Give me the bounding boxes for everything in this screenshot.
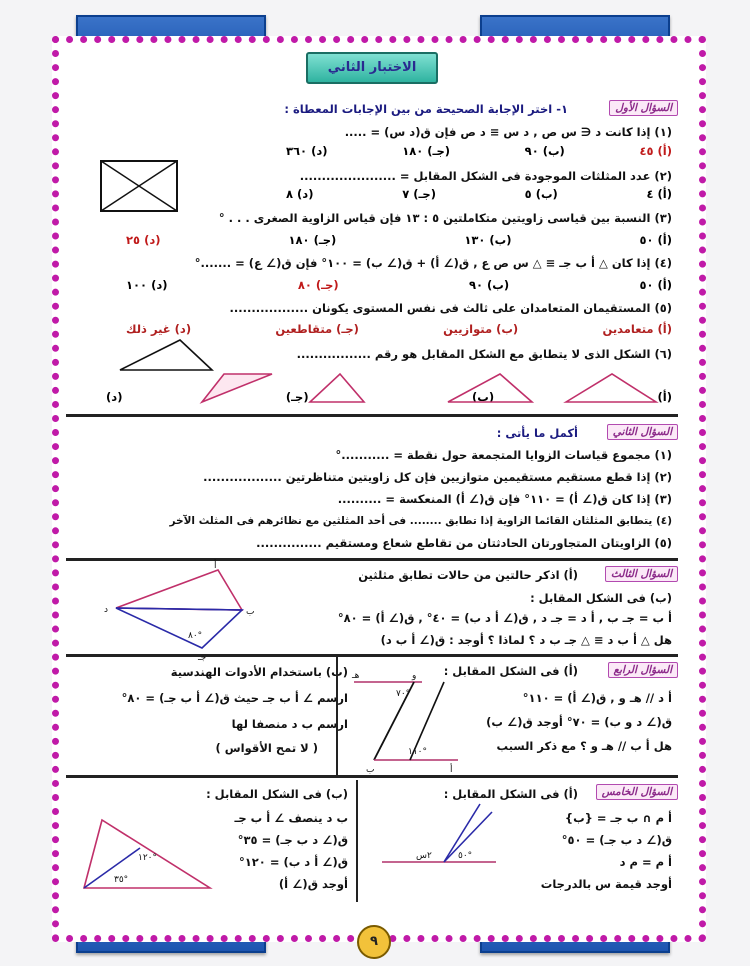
angle-label: ٣٥°	[114, 875, 129, 885]
q1-item-1-options	[286, 144, 672, 158]
q2-head: السؤال الثاني	[607, 424, 678, 440]
q2-item-5: (٥) الزاويتان المتجاورتان الحادثتان من تقاطع شعاع ومستقيم ...............	[256, 536, 672, 550]
q3-part-b-title: (ب) فى الشكل المقابل :	[530, 591, 672, 605]
option[interactable]: (د) ١٠٠	[126, 278, 168, 292]
q5-a-line-4: أوجد قيمة س بالدرجات	[540, 877, 672, 891]
q5-head: السؤال الخامس	[596, 784, 678, 800]
q5-b-title: (ب) فى الشكل المقابل :	[206, 787, 348, 801]
q3-part-b-question: هل △ أ ب د ≡ △ جـ ب د ؟ لماذا ؟ أوجد : ق(∠ أ ب د)	[380, 633, 672, 647]
column-divider	[356, 780, 358, 902]
q1-item-4: (٤) إذا كان △ أ ب جـ ≡ △ س ص ع , ق(∠ أ) + ق(∠ ب) = ١٠٠° فإن ق(∠ ع) = .......°	[194, 256, 672, 270]
q1-instruction: ١- اختر الإجابة الصحيحة من بين الإجابات المعطاة :	[284, 102, 568, 116]
option[interactable]: (أ) متعامدين	[602, 322, 672, 336]
q4-a-line-2: ق(∠ د و ب) = ٧٠° أوجد ق(∠ ب)	[486, 715, 672, 729]
q4-b-line-3: ( لا تمح الأقواس )	[215, 741, 318, 755]
q3-head: السؤال الثالث	[605, 566, 678, 582]
q5a-lines-figure	[380, 800, 500, 882]
q1-item-3: (٣) النسبة بين قياسى زاويتين متكاملتين ٥ : ١٣ فإن قياس الزاوية الصغرى . . . °	[218, 211, 672, 225]
q1-item-2: (٢) عدد المثلثات الموجودة فى الشكل المقابل = ......................	[299, 169, 672, 183]
kite-top	[116, 570, 242, 610]
q4-a-line-1: أ د // هـ و , ق(∠ أ) = ١١٠°	[522, 691, 672, 705]
q1-head: السؤال الأول	[609, 100, 678, 116]
option[interactable]: (د) ٨	[286, 187, 314, 201]
triangle-option-b	[448, 374, 532, 402]
q1-item-1: (١) إذا كانت د ∈ س ص , د س ≡ د ص فإن ق(د س) = .....	[344, 125, 672, 139]
angle-label: ٢س	[416, 851, 432, 861]
q1-option-triangles	[200, 368, 670, 408]
q3-kite-figure	[104, 561, 255, 663]
option[interactable]: (ب)	[472, 390, 495, 404]
vertex-label: ب	[246, 607, 255, 617]
q1-item-5-options	[126, 322, 672, 336]
option[interactable]: (ب) ٥	[524, 187, 558, 201]
option[interactable]: (جـ) ٧	[402, 187, 436, 201]
point-label: و	[412, 671, 417, 681]
column-divider	[336, 656, 338, 778]
q2-item-2: (٢) إذا قطع مستقيم مستقيمين متوازيين فإن كل زاويتين متناظرتين ..................	[203, 470, 672, 484]
option[interactable]: (أ) ٤	[646, 187, 672, 201]
triangle-option-c	[310, 374, 364, 402]
q1-item-6: (٦) الشكل الذى لا يتطابق مع الشكل المقابل هو رقم .................	[296, 347, 672, 361]
q4-a-title: (أ) فى الشكل المقابل :	[443, 664, 578, 678]
q2-item-3: (٣) إذا كان ق(∠ أ) = ١١٠° فإن ق(∠ أ) المنعكسة = ..........	[337, 492, 672, 506]
triangle	[120, 340, 212, 370]
diagonal	[116, 608, 242, 610]
option[interactable]: (د) غير ذلك	[126, 322, 192, 336]
angle-label: ١١٠°	[408, 747, 428, 757]
option[interactable]: (د) ٢٥	[126, 233, 161, 247]
triangle-option-d	[202, 374, 272, 402]
angle-label: ٧٠°	[396, 689, 411, 699]
exam-title: الاختبار الثاني	[306, 52, 438, 84]
q5-a-line-1: أ م ∩ ب جـ = {ب}	[564, 811, 672, 825]
kite-bottom	[116, 608, 242, 648]
angle-label: ١٢٠°	[138, 853, 158, 863]
q5-b-line-2: ق(∠ د ب جـ) = ٣٥°	[237, 833, 348, 847]
q1-item-3-options	[126, 233, 672, 247]
q4-head: السؤال الرابع	[608, 662, 678, 678]
q5-a-title: (أ) فى الشكل المقابل :	[443, 787, 578, 801]
vertex-label: د	[104, 605, 109, 615]
point-label: ب	[366, 765, 375, 775]
q3-part-b-given: أ ب = جـ ب , أ د = جـ د , ق(∠ أ د ب) = ٤٠° , ق(∠ أ) = ٨٠°	[337, 611, 672, 625]
q4-a-line-3: هل أ ب // هـ و ؟ مع ذكر السبب	[496, 739, 672, 753]
option[interactable]: (أ)	[657, 390, 672, 404]
vertex-label: جـ	[198, 653, 207, 663]
option[interactable]: (ب) متوازيين	[443, 322, 519, 336]
q5-b-line-3: ق(∠ أ د ب) = ١٢٠°	[239, 855, 348, 869]
q4-parallel-figure	[352, 672, 464, 780]
point-label: هـ	[352, 671, 360, 681]
option[interactable]: (جـ)	[285, 390, 309, 404]
option[interactable]: (أ) ٤٥	[639, 144, 672, 158]
option[interactable]: (ب) ١٣٠	[464, 233, 512, 247]
q1-rectangle-figure	[100, 160, 178, 212]
triangle-option-a	[566, 374, 656, 402]
option[interactable]: (جـ) متقاطعين	[275, 322, 359, 336]
section-divider	[66, 558, 678, 561]
q5-a-line-2: ق(∠ د ب جـ) = ٥٠°	[561, 833, 672, 847]
option[interactable]: (أ) ٥٠	[639, 233, 672, 247]
option[interactable]: (د) ٣٦٠	[286, 144, 328, 158]
option[interactable]: (جـ) ١٨٠	[288, 233, 337, 247]
angle-label: ٨٠°	[188, 631, 203, 641]
q5-b-line-1: ب د ينصف ∠ أ ب جـ	[234, 811, 348, 825]
q2-instruction: أكمل ما يأتى :	[496, 426, 578, 440]
q5-b-line-4: أوجد ق(∠ أ)	[278, 877, 348, 891]
option[interactable]: (جـ) ٨٠	[297, 278, 339, 292]
q1-item-5: (٥) المستقيمان المتعامدان على ثالث فى نفس المستوى يكونان ..................	[229, 301, 672, 315]
angle-label: ٥٠°	[458, 851, 473, 861]
option[interactable]: (د)	[106, 390, 123, 404]
q2-item-4: (٤) يتطابق المثلثان القائما الزاوية إذا تطابق ........ فى أحد المثلثين مع نظائرهم فى المثلث الآخر	[169, 515, 672, 527]
option[interactable]: (ب) ٩٠	[524, 144, 565, 158]
q5-a-line-3: أ م = م د	[619, 855, 672, 869]
exam-page	[66, 92, 678, 910]
q1-item-4-options	[126, 278, 672, 292]
section-divider	[66, 414, 678, 417]
q4-b-line-1: ارسم ∠ أ ب جـ حيث ق(∠ أ ب جـ) = ٨٠°	[121, 691, 348, 705]
q5b-triangle-figure	[80, 818, 220, 894]
q3-part-a: (أ) اذكر حالتين من حالات تطابق مثلثين	[358, 568, 578, 582]
vertex-label: أ	[214, 561, 217, 571]
point-label: أ	[450, 765, 453, 775]
q1-item-2-options	[286, 187, 672, 201]
q2-item-1: (١) مجموع قياسات الزوايا المتجمعة حول نقطة = ...........°	[335, 448, 672, 462]
section-divider	[66, 654, 678, 657]
q4-b-line-2: ارسم ب د منصفا لها	[231, 717, 348, 731]
option[interactable]: (ب) ٩٠	[469, 278, 510, 292]
option[interactable]: (جـ) ١٨٠	[402, 144, 450, 158]
page-number: ٩	[357, 925, 391, 959]
option[interactable]: (أ) ٥٠	[639, 278, 672, 292]
q4-b-title: (ب) باستخدام الأدوات الهندسية	[170, 665, 348, 679]
